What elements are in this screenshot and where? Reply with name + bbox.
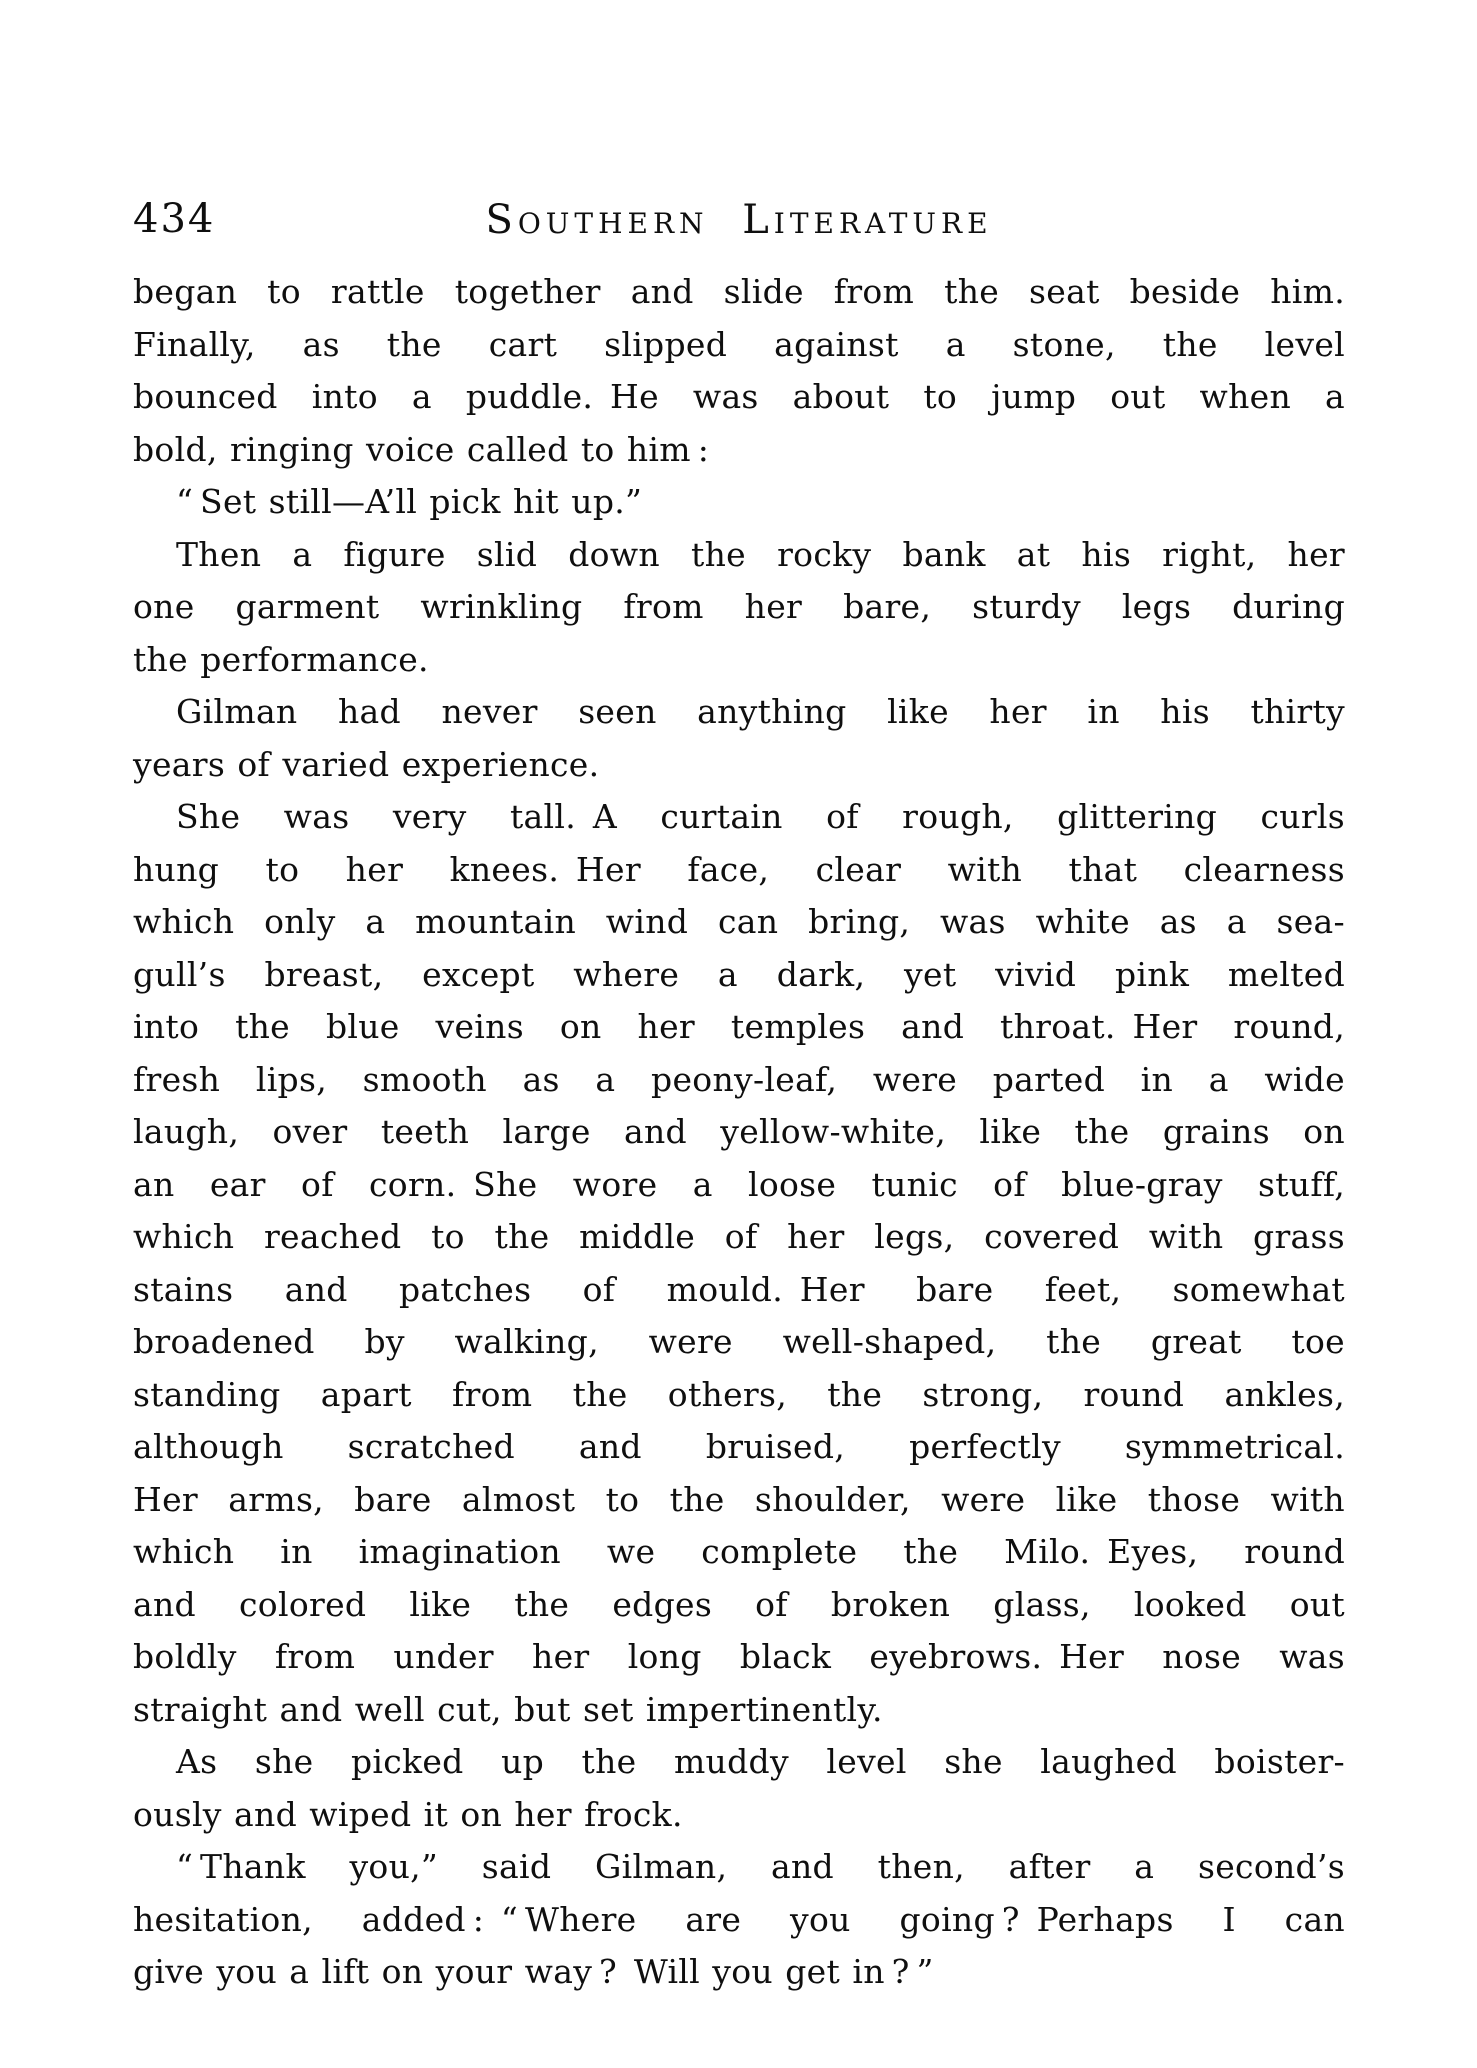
page-body: [133, 266, 1345, 1999]
running-head-title: Southern Literature: [485, 197, 993, 243]
text-line: She was very tall. A curtain of rough, glittering curls: [176, 797, 1345, 836]
text-line: stains and patches of mould. Her bare feet, somewhat: [133, 1269, 1345, 1309]
text-line: fresh lips, smooth as a peony-leaf, were parted in a wide: [133, 1059, 1345, 1099]
paragraph: [133, 266, 1345, 476]
text-line: ously and wiped it on her frock.: [133, 1794, 683, 1834]
paragraph: [133, 1736, 1345, 1841]
text-line: hesitation, added : “ Where are you going ? Perhaps I can: [133, 1899, 1345, 1939]
text-line: although scratched and bruised, perfectly symmetrical.: [133, 1427, 1345, 1466]
text-line: bold, ringing voice called to him :: [133, 429, 710, 469]
text-line: Then a figure slid down the rocky bank at his right, her: [176, 534, 1345, 574]
text-line: “ Thank you,” said Gilman, and then, after a second’s: [176, 1847, 1345, 1886]
text-line: boldly from under her long black eyebrows. Her nose was: [133, 1637, 1345, 1676]
text-line: years of varied experience.: [133, 744, 600, 784]
paragraph: [133, 1841, 1345, 1999]
text-block: [133, 196, 1345, 1999]
page-number: 434: [133, 196, 216, 242]
paragraph: [133, 529, 1345, 687]
text-line: bounced into a puddle. He was about to jump out when a: [133, 377, 1345, 416]
text-line: Gilman had never seen anything like her in his thirty: [176, 692, 1345, 731]
text-line: straight and well cut, but set impertinently.: [133, 1689, 883, 1729]
text-line: Finally, as the cart slipped against a stone, the level: [133, 324, 1345, 364]
text-line: one garment wrinkling from her bare, sturdy legs during: [133, 587, 1345, 626]
text-line: began to rattle together and slide from the seat beside him.: [133, 272, 1345, 311]
text-line: hung to her knees. Her face, clear with that clearness: [133, 849, 1345, 889]
text-line: laugh, over teeth large and yellow-white, like the grains on: [133, 1112, 1345, 1151]
text-line: “ Set still—A’ll pick hit up.”: [176, 482, 643, 521]
text-line: gull’s breast, except where a dark, yet vivid pink melted: [133, 954, 1345, 994]
paragraph: [133, 791, 1345, 1736]
page-header: [133, 196, 1345, 266]
text-line: the performance.: [133, 639, 429, 679]
text-line: an ear of corn. She wore a loose tunic of blue-gray stuff,: [133, 1164, 1345, 1204]
text-line: into the blue veins on her temples and throat. Her round,: [133, 1007, 1345, 1046]
text-line: which reached to the middle of her legs, covered with grass: [133, 1217, 1345, 1256]
text-line: broadened by walking, were well-shaped, the great toe: [133, 1322, 1345, 1361]
text-line: which only a mountain wind can bring, was white as a sea-: [133, 902, 1345, 941]
text-line: standing apart from the others, the strong, round ankles,: [133, 1374, 1345, 1414]
paragraph: [133, 476, 1345, 529]
text-line: which in imagination we complete the Milo. Eyes, round: [133, 1532, 1345, 1571]
text-line: As she picked up the muddy level she laughed boister-: [176, 1742, 1345, 1781]
text-line: Her arms, bare almost to the shoulder, were like those with: [133, 1479, 1345, 1519]
text-line: and colored like the edges of broken glass, looked out: [133, 1584, 1345, 1624]
text-line: give you a lift on your way ? Will you get in ? ”: [133, 1952, 934, 1991]
paragraph: [133, 686, 1345, 791]
